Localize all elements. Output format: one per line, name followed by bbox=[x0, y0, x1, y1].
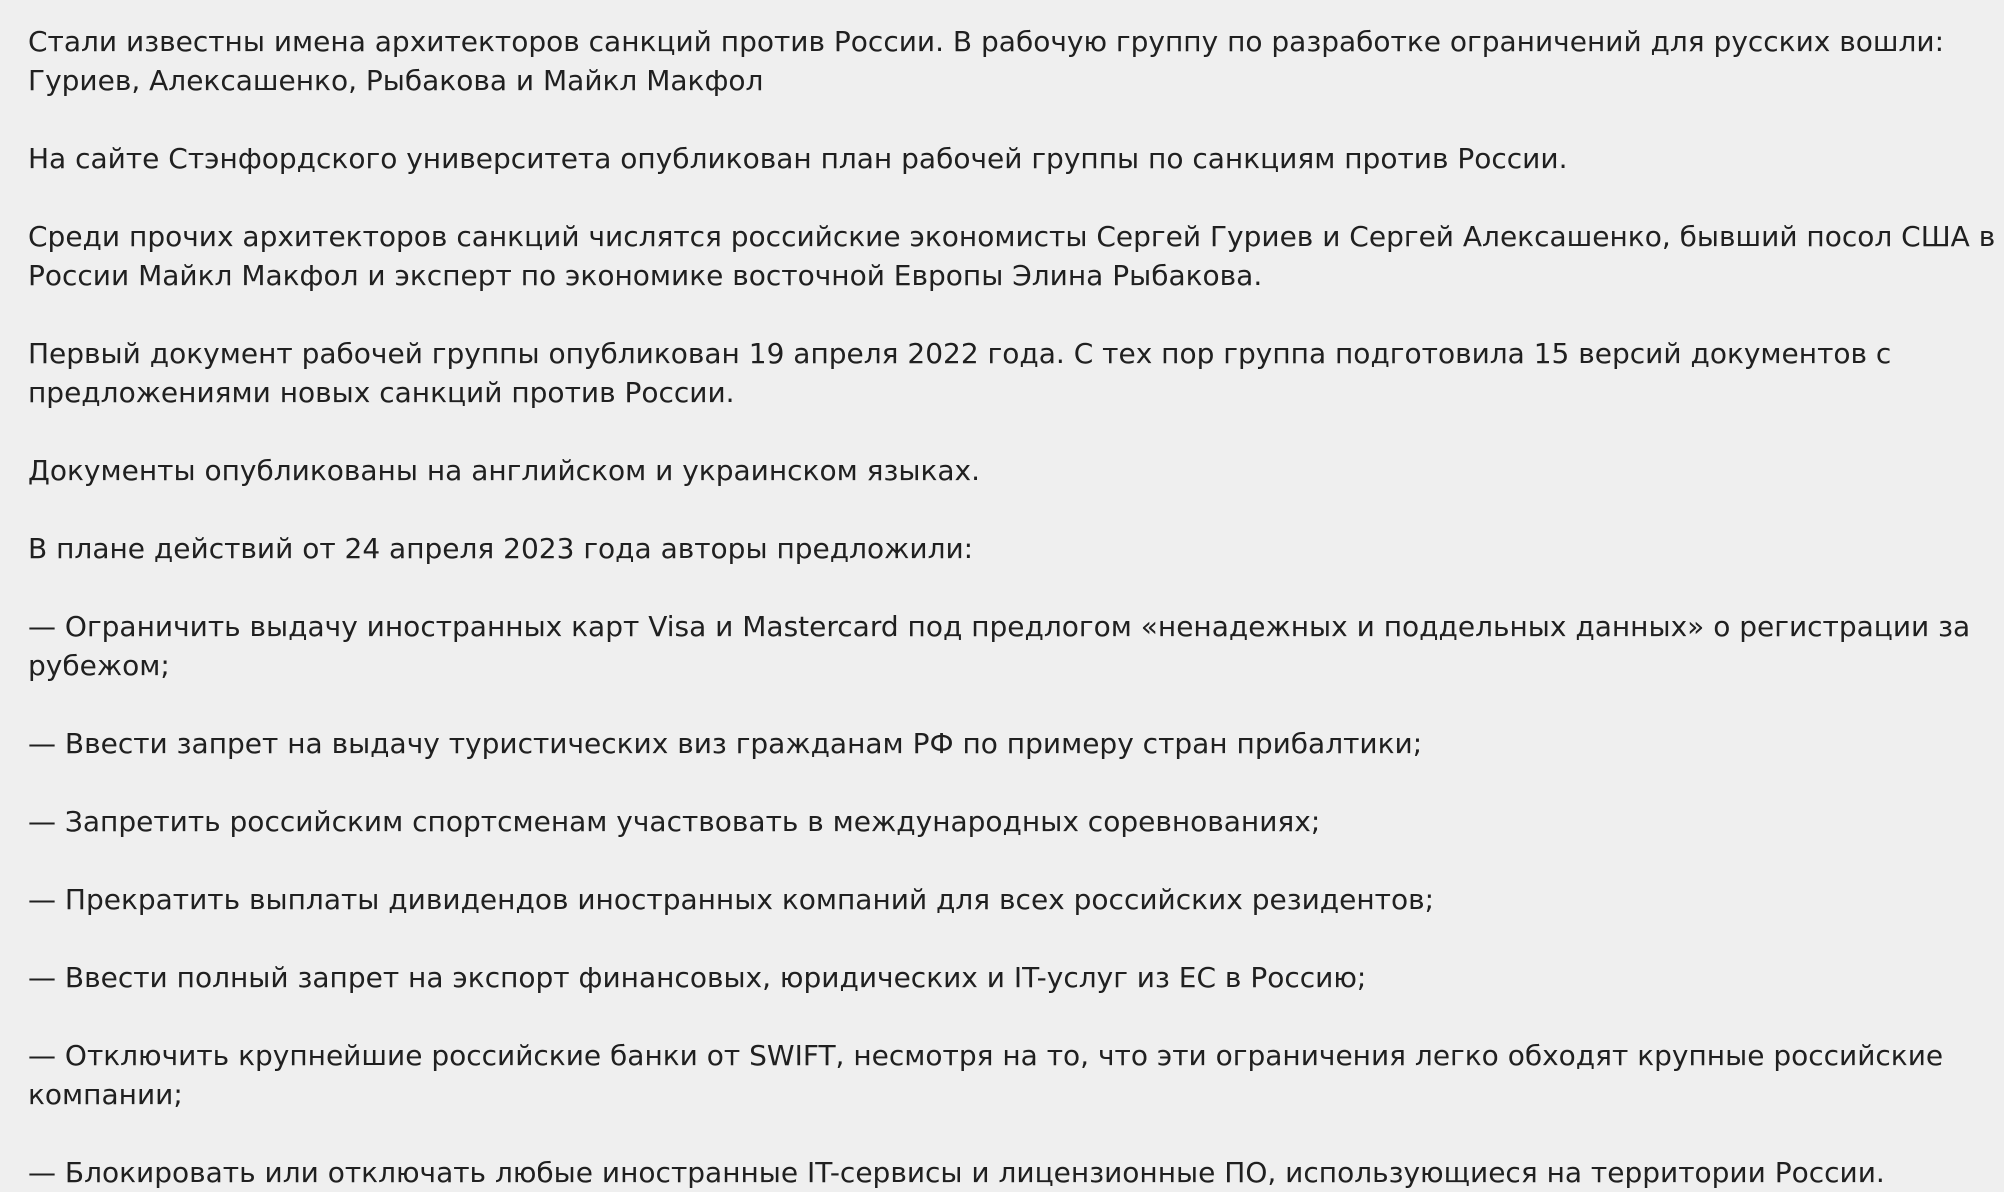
list-item: — Прекратить выплаты дивидендов иностранных компаний для всех российских резидентов; bbox=[28, 883, 1435, 916]
paragraph-headline: Стали известны имена архитекторов санкций против России. В рабочую группу по разработке ограничений для русских вошли: Гуриев, Алексашенко, Рыбакова и Майкл Макфол bbox=[28, 25, 1945, 97]
list-item: — Ввести запрет на выдачу туристических виз гражданам РФ по примеру стран прибалтики; bbox=[28, 727, 1423, 760]
paragraph: Документы опубликованы на английском и украинском языках. bbox=[28, 454, 980, 487]
list-item: — Блокировать или отключать любые иностранные IT-сервисы и лицензионные ПО, использующиеся на территории России. bbox=[28, 1156, 1885, 1189]
paragraph: Среди прочих архитекторов санкций числятся российские экономисты Сергей Гуриев и Сергей Алексашенко, бывший посол США в России Майкл Макфол и эксперт по экономике восточной Европы Элина Рыбакова. bbox=[28, 220, 1996, 292]
list-item: — Отключить крупнейшие российские банки от SWIFT, несмотря на то, что эти ограничения легко обходят крупные российские компании; bbox=[28, 1039, 1944, 1111]
paragraph: Первый документ рабочей группы опубликован 19 апреля 2022 года. С тех пор группа подготовила 15 версий документов с предложениями новых санкций против России. bbox=[28, 337, 1892, 409]
paragraph: На сайте Стэнфордского университета опубликован план рабочей группы по санкциям против России. bbox=[28, 142, 1568, 175]
article-body bbox=[28, 22, 1998, 1192]
list-item: — Запретить российским спортсменам участвовать в международных соревнованиях; bbox=[28, 805, 1321, 838]
list-item: — Ввести полный запрет на экспорт финансовых, юридических и IT-услуг из ЕС в Россию; bbox=[28, 961, 1367, 994]
paragraph-list-intro: В плане действий от 24 апреля 2023 года авторы предложили: bbox=[28, 532, 974, 565]
list-item: — Ограничить выдачу иностранных карт Visa и Mastercard под предлогом «ненадежных и поддельных данных» о регистрации за рубежом; bbox=[28, 610, 1971, 682]
